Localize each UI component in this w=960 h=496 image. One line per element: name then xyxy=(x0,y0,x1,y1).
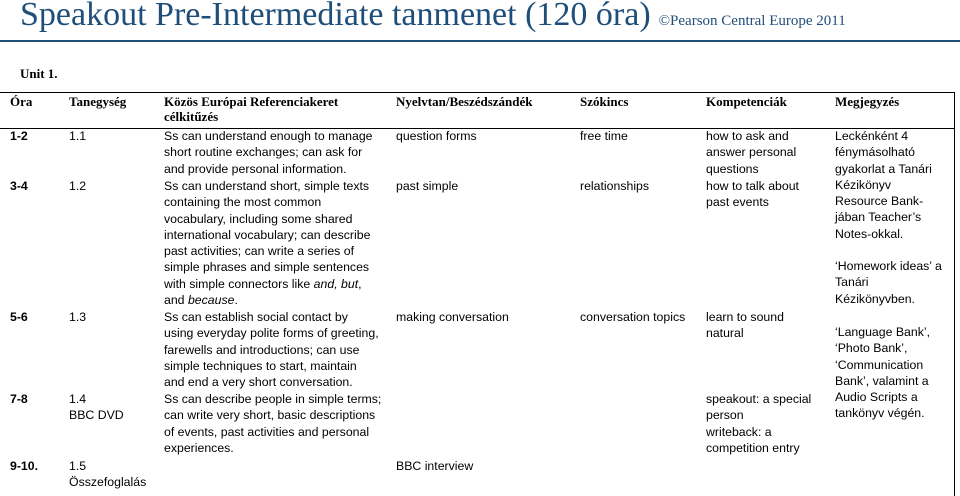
row2-kozos-because: because xyxy=(187,293,235,308)
row5-tanegyseg: 1.5 xyxy=(69,459,87,473)
row3-kozos: Ss can establish social contact by using everyday polite forms of greeting, farewells and introductions; can use simple techniques to start, maintain and end a very short conversation. xyxy=(164,310,379,390)
header-bottom-border xyxy=(0,128,955,129)
row2-kozos-connectors: and, but xyxy=(313,276,359,291)
copyright-text: ©Pearson Central Europe 2011 xyxy=(658,13,846,29)
row1-ora: 1-2 xyxy=(10,129,28,143)
row1-kozos: Ss can understand enough to manage short routine exchanges; can ask for and provide personal information. xyxy=(164,129,373,176)
header-tanegyseg: Tanegység xyxy=(69,94,127,109)
row4-ora: 7-8 xyxy=(10,392,28,406)
row1-szokincs: free time xyxy=(580,129,628,143)
row3-ora: 5-6 xyxy=(10,310,28,324)
row2-kozos xyxy=(164,178,376,308)
row3-kompetencia: learn to sound natural xyxy=(706,310,784,341)
note-resource-bank: Leckénként 4 fénymásolható gyakorlat a Tanári Kézikönyv Resource Bank-jában Teacher’s Notes-okkal. xyxy=(835,129,932,241)
row2-szokincs: relationships xyxy=(580,179,650,193)
row3-nyelvtan: making conversation xyxy=(396,310,509,324)
header-megjegyzes: Megjegyzés xyxy=(835,94,900,109)
row2-kozos-text: Ss can understand short, simple texts containing the most common vocabulary, including some shared international vocabulary; can describe past activities; can write a series of simple phrases and simple sentences with simple connectors like xyxy=(164,179,371,291)
header-nyelvtan: Nyelvtan/Beszédszándék xyxy=(396,94,533,109)
title-rule xyxy=(0,40,960,42)
row2-ora: 3-4 xyxy=(10,179,28,193)
note-banks: ‘Language Bank’, ‘Photo Bank’, ‘Communication Bank’, valamint a Audio Scripts a tankönyv végén. xyxy=(835,325,931,421)
table-top-border xyxy=(0,92,955,93)
row5-nyelvtan: BBC interview xyxy=(396,459,474,473)
row5-ora: 9-10. xyxy=(10,459,39,473)
row3-szokincs: conversation topics xyxy=(580,310,686,324)
row1-tanegyseg: 1.1 xyxy=(69,129,87,143)
row3-tanegyseg: 1.3 xyxy=(69,310,87,324)
header-ora: Óra xyxy=(10,94,33,109)
row2-kozos-end: . xyxy=(234,293,238,308)
syllabus-table xyxy=(0,92,960,496)
row4-kompetencia-writeback: writeback: a competition entry xyxy=(706,425,800,456)
title-text: Speakout Pre-Intermediate tanmenet (120 óra) xyxy=(20,0,651,33)
row2-kozos-joiner: , and xyxy=(164,276,362,308)
row2-kompetencia: how to talk about past events xyxy=(706,179,799,210)
row5-tanegyseg-osszefoglalas: Összefoglalás xyxy=(69,475,147,489)
header-kompetenciak: Kompetenciák xyxy=(706,94,787,109)
row4-tanegyseg-dvd: BBC DVD xyxy=(69,408,124,422)
row4-kompetencia: speakout: a special person xyxy=(706,392,812,423)
header-szokincs: Szókincs xyxy=(580,94,629,109)
row2-nyelvtan: past simple xyxy=(396,179,459,193)
note-homework-ideas: ‘Homework ideas’ a Tanári Kézikönyvben. xyxy=(835,259,942,306)
row4-tanegyseg: 1.4 xyxy=(69,392,87,406)
row1-kompetencia: how to ask and answer personal questions xyxy=(706,129,797,176)
unit-label: Unit 1. xyxy=(20,66,58,81)
row4-kozos: Ss can describe people in simple terms; can write very short, basic descriptions of events, past activities and personal experiences. xyxy=(164,392,382,455)
document-title xyxy=(20,0,846,34)
row1-nyelvtan: question forms xyxy=(396,129,477,143)
table-right-border xyxy=(954,92,955,496)
row2-tanegyseg: 1.2 xyxy=(69,179,87,193)
header-kozos: Közös Európai Referenciakeret célkitűzés xyxy=(164,94,339,124)
